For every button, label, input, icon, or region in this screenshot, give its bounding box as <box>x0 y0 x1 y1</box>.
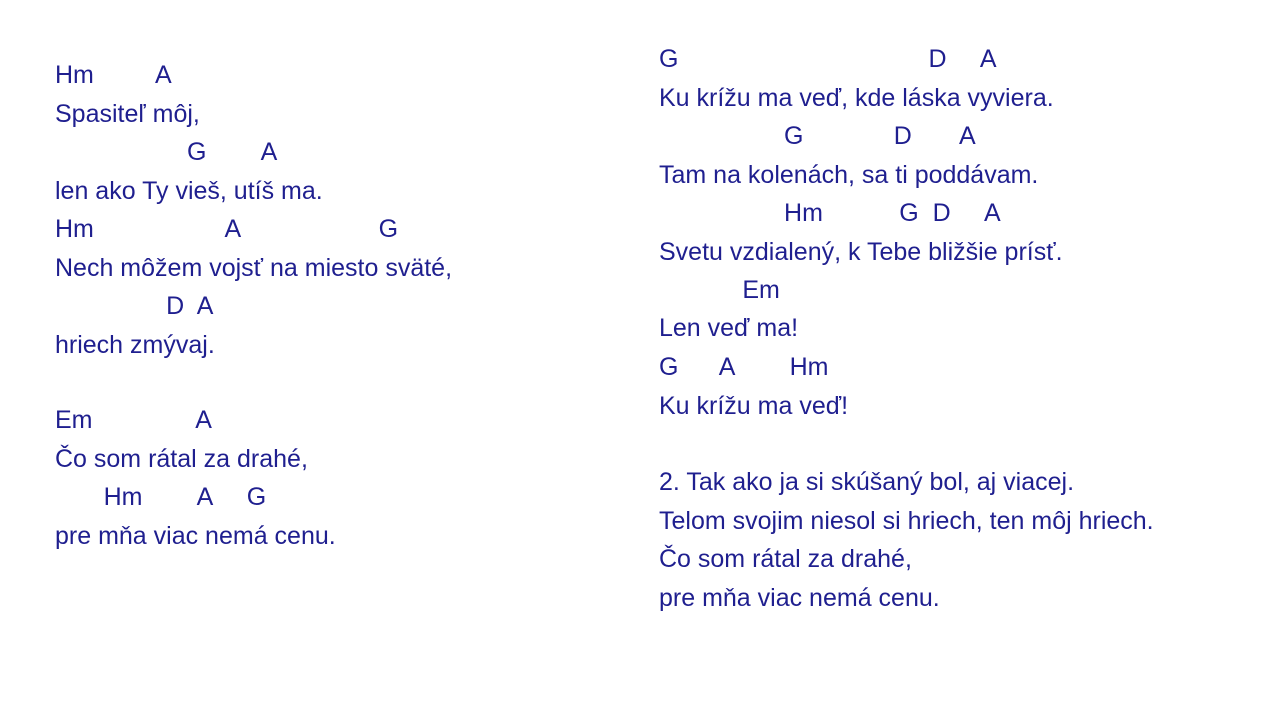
verse-line: 2. Tak ako ja si skúšaný bol, aj viacej. <box>659 468 1075 496</box>
chord-line: Hm A G <box>55 215 399 243</box>
lyric-line: Len veď ma! <box>659 314 799 342</box>
chord-line: G A Hm <box>659 353 829 381</box>
verse-line: pre mňa viac nemá cenu. <box>659 584 940 612</box>
lyric-line: Ku krížu ma veď, kde láska vyviera. <box>659 84 1054 112</box>
chord-line: G D A <box>659 45 997 73</box>
chord-line: G A <box>55 138 278 166</box>
lyric-line: hriech zmývaj. <box>55 331 215 359</box>
lyric-line: Spasiteľ môj, <box>55 100 200 128</box>
chord-line: D A <box>55 292 214 320</box>
chord-line: Hm A G <box>55 483 267 511</box>
lyric-line: len ako Ty vieš, utíš ma. <box>55 177 323 205</box>
lyric-line: pre mňa viac nemá cenu. <box>55 522 336 550</box>
chord-line: Em <box>659 276 780 304</box>
lyric-line: Nech môžem vojsť na miesto sväté, <box>55 254 453 282</box>
lyric-line: Čo som rátal za drahé, <box>55 445 308 473</box>
lyric-line: Tam na kolenách, sa ti poddávam. <box>659 161 1039 189</box>
chord-line: Hm G D A <box>659 199 1001 227</box>
chord-line: Em A <box>55 406 212 434</box>
verse-line: Telom svojim niesol si hriech, ten môj hriech. <box>659 507 1154 535</box>
chord-line: G D A <box>659 122 976 150</box>
chord-line: Hm A <box>55 61 172 89</box>
lyric-line: Svetu vzdialený, k Tebe bližšie prísť. <box>659 238 1063 266</box>
lyric-line: Ku krížu ma veď! <box>659 392 849 420</box>
verse-line: Čo som rátal za drahé, <box>659 545 912 573</box>
